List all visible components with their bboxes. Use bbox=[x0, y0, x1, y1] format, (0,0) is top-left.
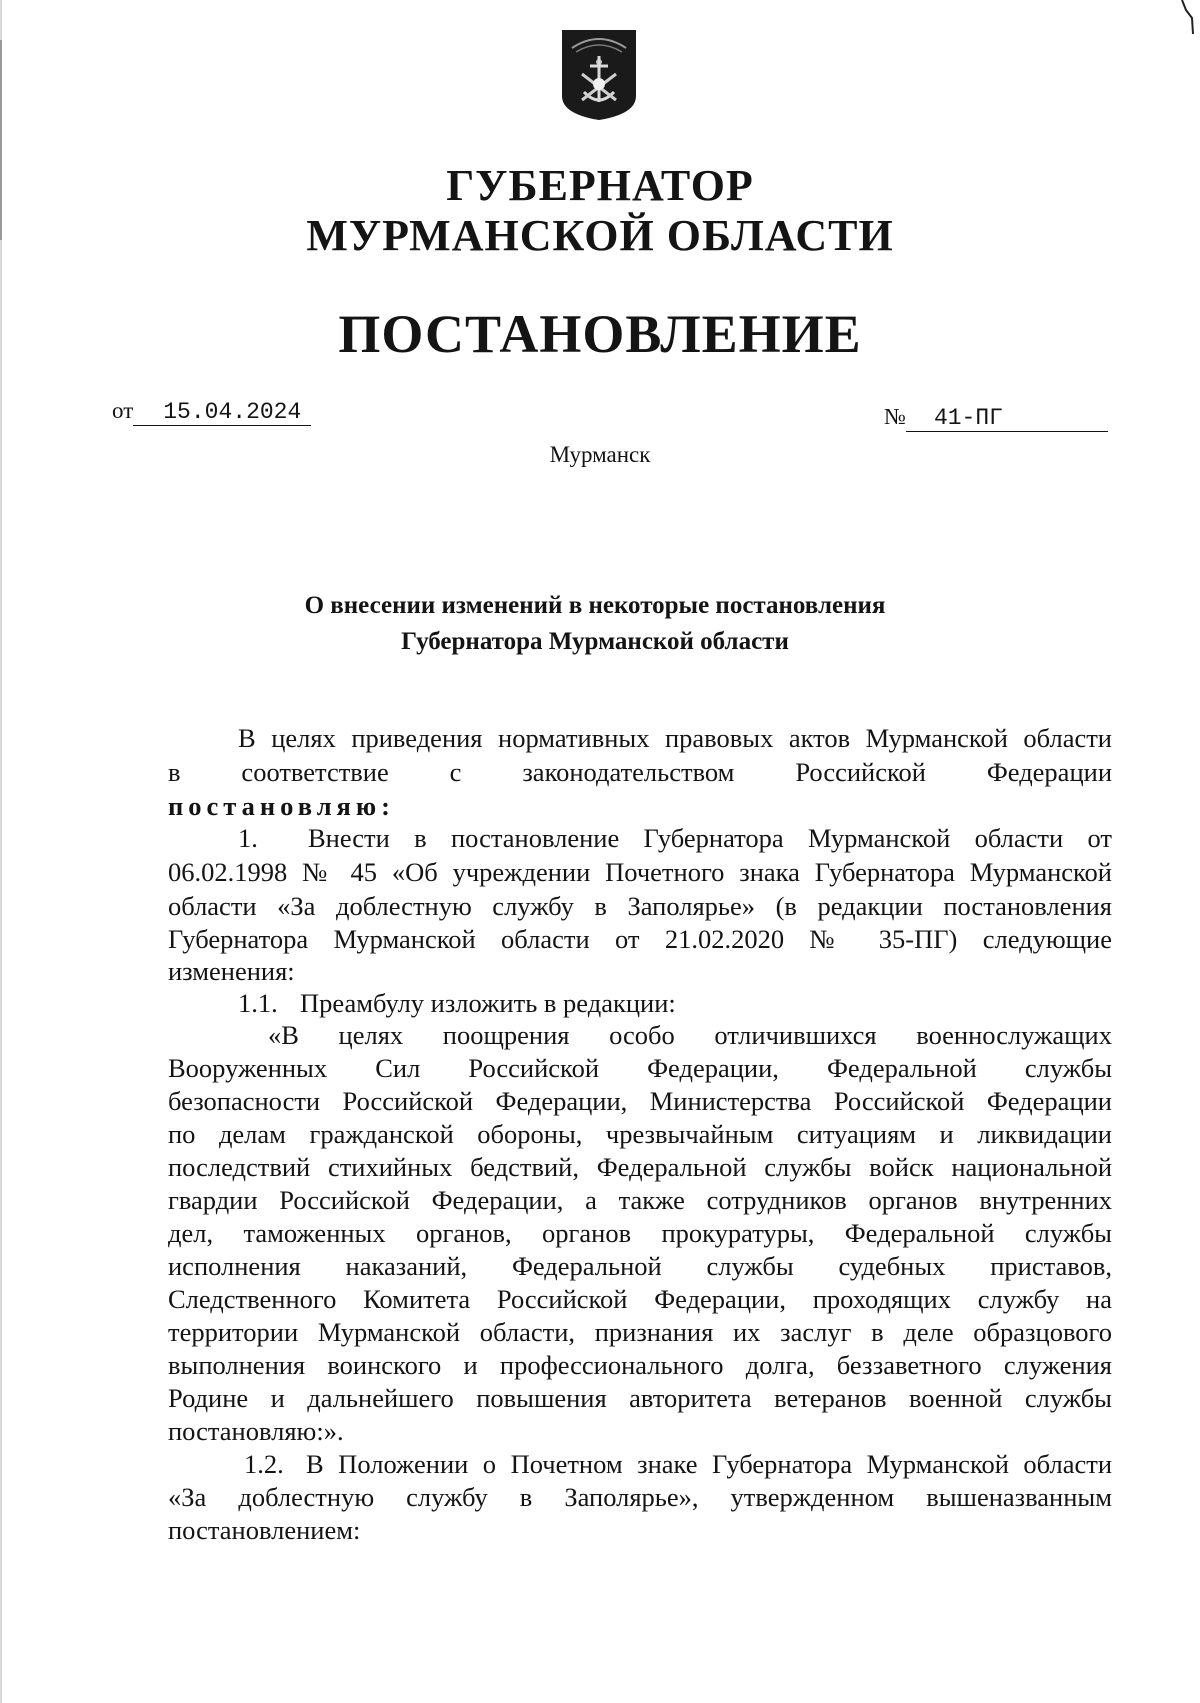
document-number bbox=[884, 402, 1108, 432]
murmansk-coat-of-arms-icon bbox=[560, 26, 638, 122]
quote-line: постановляю:». bbox=[168, 1416, 344, 1446]
paragraph-1-line: области «За доблестную службу в Заполярье» (в редакции постановления bbox=[168, 891, 1112, 921]
paragraph-1-1-text: Преамбулу изложить в редакции: bbox=[300, 988, 676, 1018]
quote-line: безопасности Российской Федерации, Министерства Российской Федерации bbox=[168, 1086, 1112, 1116]
paragraph-1-text: Внести в постановление Губернатора Мурманской области от bbox=[308, 823, 1112, 853]
paragraph-1-line: 06.02.1998 № 45 «Об учреждении Почетного знака Губернатора Мурманской bbox=[168, 857, 1112, 887]
quote-line: дел, таможенных органов, органов прокуратуры, Федеральной службы bbox=[168, 1218, 1112, 1248]
number-prefix: № bbox=[884, 404, 906, 429]
quote-line: по делам гражданской обороны, чрезвычайным ситуациям и ликвидации bbox=[168, 1119, 1112, 1149]
quote-line: территории Мурманской области, признания их заслуг в деле образцового bbox=[168, 1317, 1112, 1347]
quote-line: «В целях поощрения особо отличившихся военнослужащих bbox=[268, 1020, 1112, 1050]
paragraph-1-2-line: постановлением: bbox=[168, 1515, 361, 1545]
paragraph-1-line bbox=[238, 822, 1112, 854]
paragraph-1-number: 1. bbox=[238, 823, 258, 853]
subject-line-2: Губернатора Мурманской области bbox=[401, 628, 789, 655]
issue-city: Мурманск bbox=[549, 442, 651, 467]
paragraph-1-2-number: 1.2. bbox=[244, 1449, 284, 1479]
preamble-line: в соответствие с законодательством Российской Федерации bbox=[168, 757, 1112, 787]
quote-line: последствий стихийных бедствий, Федеральной службы войск национальной bbox=[168, 1152, 1112, 1182]
subject-line-1: О внесении изменений в некоторые постановления bbox=[304, 592, 886, 619]
paragraph-1-2-line bbox=[244, 1448, 1112, 1480]
paragraph-1-2-line: «За доблестную службу в Заполярье», утвержденном вышеназванным bbox=[168, 1482, 1112, 1512]
date-value: 15.04.2024 bbox=[133, 399, 311, 426]
quote-line: Родине и дальнейшего повышения авторитета ветеранов военной службы bbox=[168, 1383, 1112, 1413]
quote-line: исполнения наказаний, Федеральной службы судебных приставов, bbox=[168, 1251, 1112, 1281]
region-title: МУРМАНСКОЙ ОБЛАСТИ bbox=[306, 211, 894, 260]
paragraph-1-1-number: 1.1. bbox=[238, 988, 278, 1018]
paragraph-1-2-text: В Положении о Почетном знаке Губернатора Мурманской области bbox=[306, 1449, 1112, 1479]
preamble-line: В целях приведения нормативных правовых актов Мурманской области bbox=[238, 723, 1112, 753]
document-type-title: ПОСТАНОВЛЕНИЕ bbox=[338, 304, 862, 364]
document-date bbox=[112, 396, 311, 426]
scan-corner-mark bbox=[1180, 0, 1194, 36]
number-value: 41-ПГ bbox=[906, 405, 1108, 432]
date-prefix: от bbox=[112, 398, 134, 423]
resolve-word: постановляю: bbox=[168, 791, 395, 821]
quote-line: выполнения воинского и профессионального долга, беззаветного служения bbox=[168, 1350, 1112, 1380]
quote-line: Вооруженных Сил Российской Федерации, Федеральной службы bbox=[168, 1053, 1112, 1083]
paragraph-1-line: Губернатора Мурманской области от 21.02.2020 № 35-ПГ) следующие bbox=[168, 924, 1112, 954]
paragraph-1-1-line bbox=[238, 987, 1112, 1019]
paragraph-1-line: изменения: bbox=[168, 956, 295, 986]
quote-line: Следственного Комитета Российской Федерации, проходящих службу на bbox=[168, 1284, 1112, 1314]
quote-line: гвардии Российской Федерации, а также сотрудников органов внутренних bbox=[168, 1185, 1112, 1215]
governor-title: ГУБЕРНАТОР bbox=[446, 161, 754, 210]
